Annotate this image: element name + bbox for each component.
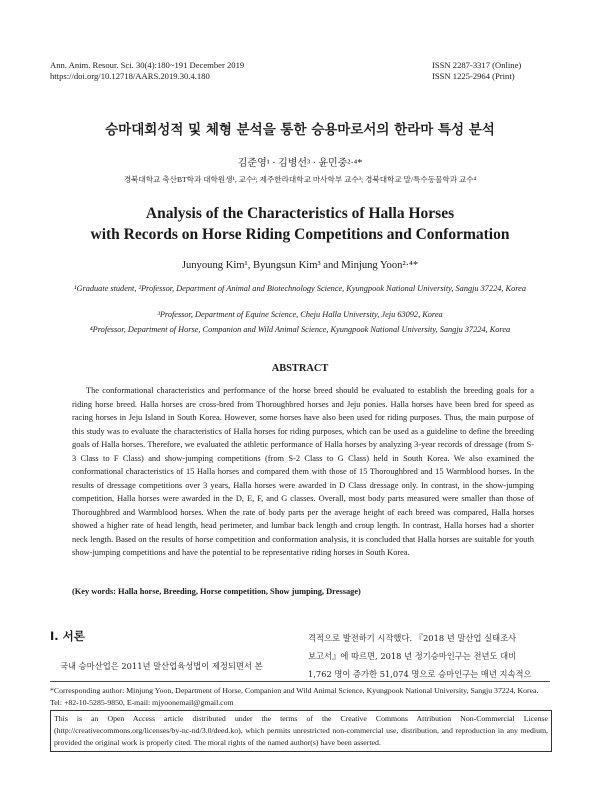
doi-link[interactable]: https://doi.org/10.12718/AARS.2019.30.4.180 xyxy=(50,71,210,81)
affiliation-2: ³Professor, Department of Equine Science, Cheju Halla University, Jeju 63092, Korea xyxy=(157,310,443,319)
corresponding-author-note: *Corresponding author: Minjung Yoon, Department of Horse, Companion and Wild Animal Science, Kyungpook National University, Sangju 37224, Korea. Tel: +82-10-5285-9850, E-mail: mjyoonemail@gmail.com xyxy=(50,686,539,707)
journal-citation xyxy=(50,60,244,82)
english-title-line2: with Records on Horse Riding Competitions and Conformation xyxy=(90,226,510,243)
intro-right-line: 격적으로 발전하기 시작했다. 『2018 년 말산업 실태조사 xyxy=(308,633,517,643)
english-title xyxy=(0,203,600,245)
affiliation-1: ¹Graduate student, ²Professor, Department of Animal and Biotechnology Science, Kyungpook National University, Sangju 37224, Korea xyxy=(74,284,526,293)
journal-issue-line: Ann. Anim. Resour. Sci. 30(4):180~191 December 2019 xyxy=(50,60,245,70)
abstract-body: The conformational characteristics and performance of the horse breed should be evaluated to establish the breeding goals for a riding horse breed. Halla horses are cross-bred from Thoroughbred horses and Jeju ponies. Halla horses have been bred for speed as racing horses in Jeju Island in South Korea. However, some horses have also been used for riding purposes. Thus, the main purpose of this study was to evaluate the characteristics of Halla horses for riding purposes, which can be used as a guideline to define the breeding goals of Halla horses. Therefore, we evaluated the athletic performance of Halla horses by analyzing 3-year records of dressage (from S-3 Class to F Class) and show-jumping competitions (from S-2 Class to G Class) held in South Korea. We also examined the conformational characteristics of 15 Halla horses and compared them with those of 15 Thoroughbred and 15 Warmblood horses. In the results of dressage competitions over 3 years, Halla horses were awarded in D Class dressage only. In contrast, in the show-jumping competition, Halla horses were awarded in the D, E, F, and G classes. Overall, most body parts measured were smaller than those of Thoroughbred and Warmblood horses. When the rate of body parts per the average height of each breed was compared, Halla horses showed a higher rate of head length, head perimeter, and lumbar back length and croup length. In contrast, Halla horses had a shorter neck length. Based on the results of horse competition and conformation analysis, it is concluded that Halla horses are suitable for youth show-jumping competitions and have the potential to be representative riding horses in South Korea. xyxy=(72,386,534,557)
english-title-line1: Analysis of the Characteristics of Halla Horses xyxy=(145,205,455,222)
affiliation-3: ⁴Professor, Department of Horse, Companion and Wild Animal Science, Kyungpook National University, Sangju 37224, Korea xyxy=(89,325,511,334)
intro-left-column: 국내 승마산업은 2011년 말산업육성법이 제정되면서 본 xyxy=(60,661,263,671)
open-access-license-box: This is an Open Access article distributed under the terms of the Creative Commons Attribution Non-Commercial License (http://creativecommons.org/licenses/by-nc-nd/3.0/deed.ko), which permits unrestricted non-commercial use, distribution, and reproduction in any medium, provided the original work is properly cited. The moral rights of the named author(s) have been asserted. xyxy=(50,710,552,752)
korean-affiliations: 경북대학교 축산BT학과 대학원생¹, 교수²; 제주한라대학교 마사학부 교수³; 경북대학교 말/특수동물학과 교수⁴ xyxy=(123,175,477,184)
issn-online: ISSN 2287-3317 (Online) xyxy=(432,60,522,70)
section-heading-introduction: Ⅰ. 서론 xyxy=(50,629,85,643)
issn-block xyxy=(432,60,521,82)
korean-title: 승마대회성적 및 체형 분석을 통한 승용마로서의 한라마 특성 분석 xyxy=(105,122,495,138)
footnote-divider xyxy=(50,681,550,682)
intro-right-line: 보고서』에 따르면, 2018 년 정기승마인구는 전년도 대비 xyxy=(308,651,517,661)
intro-right-column xyxy=(308,629,556,683)
issn-print: ISSN 1225-2964 (Print) xyxy=(432,71,515,81)
keywords: (Key words: Halla horse, Breeding, Horse competition, Show jumping, Dressage) xyxy=(72,587,361,596)
intro-right-line: 1,762 명이 증가한 51,074 명으로 승마인구는 매년 지속적으 xyxy=(308,669,532,679)
korean-authors: 김준영¹ · 김병선³ · 윤민중²·⁴* xyxy=(237,158,363,169)
english-authors: Junyoung Kim¹, Byungsun Kim³ and Minjung Yoon²·⁴* xyxy=(181,260,419,271)
abstract-heading: ABSTRACT xyxy=(271,363,329,374)
